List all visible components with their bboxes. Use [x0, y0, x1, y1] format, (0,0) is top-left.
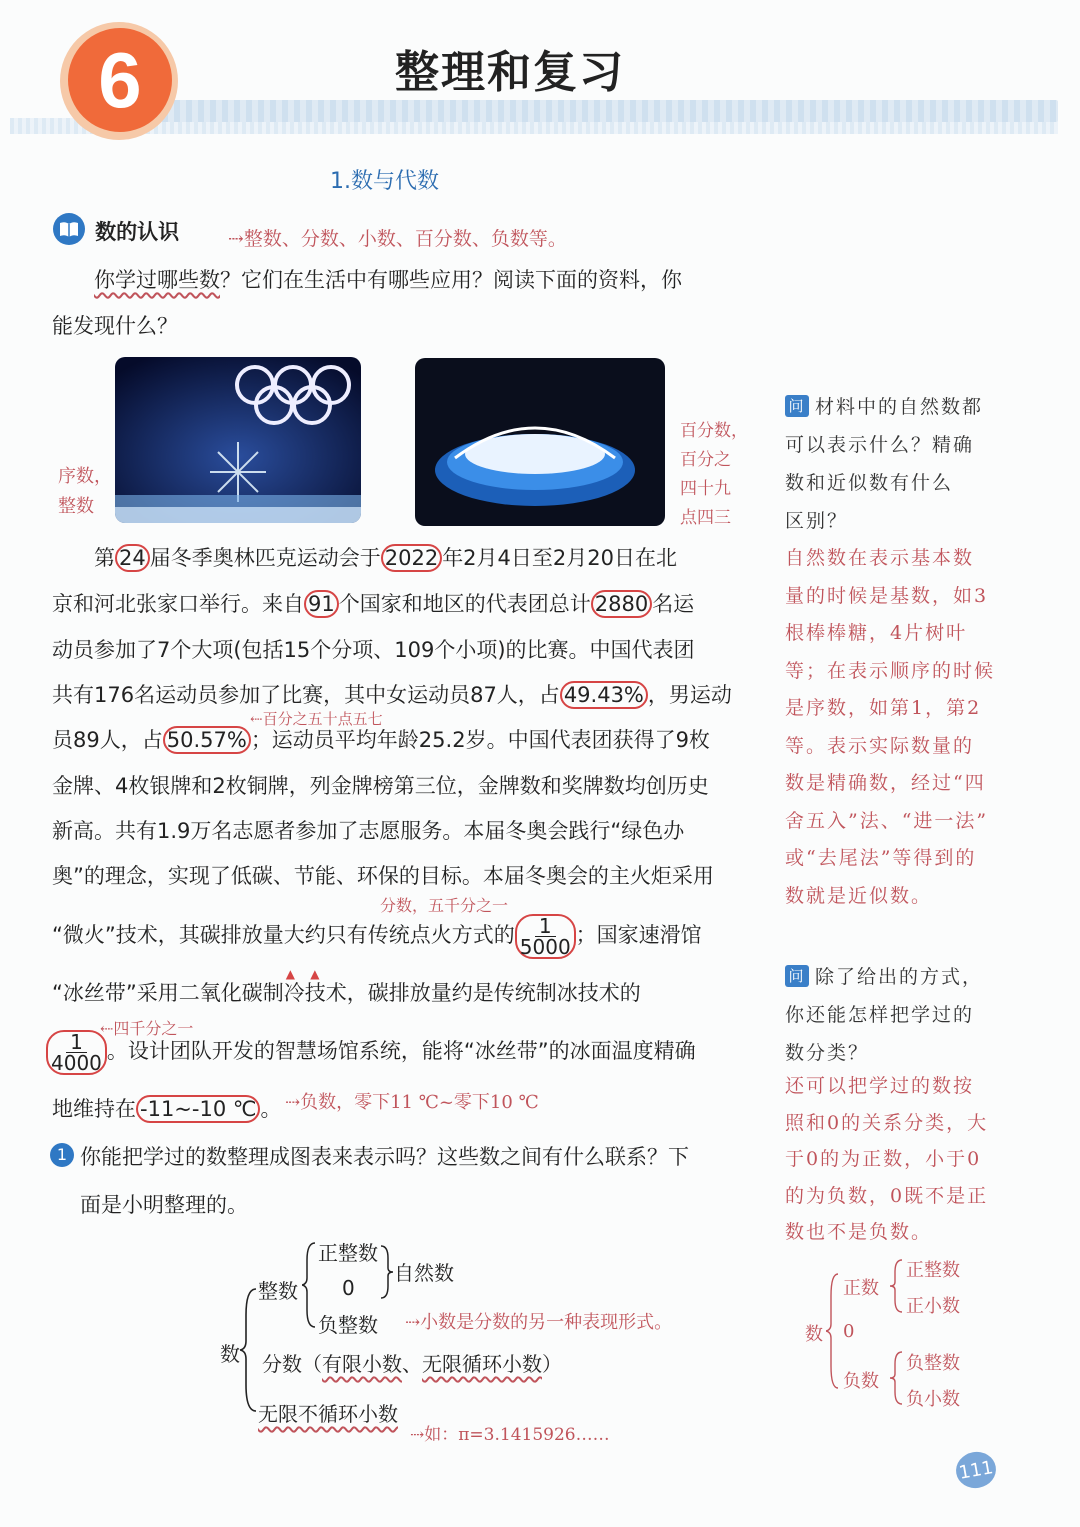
subsection-heading: [52, 212, 179, 250]
photo-note-right: 百分数， 百分之 四十九 点四三: [680, 421, 748, 528]
note-decimal: ⇢小数是分数的另一种表现形式。: [405, 1312, 673, 1333]
passage-line-12: 地维持在 -11~-10 ℃ 。: [52, 1097, 282, 1121]
page-title: 整理和复习: [395, 47, 625, 98]
question-1-text-2: 面是小明整理的。: [80, 1193, 248, 1217]
question-icon: 问: [785, 395, 809, 417]
side-tree-brace-neg: [890, 1350, 904, 1406]
sidebar-question-1: 问 材料中的自然数都 可以表示什么？精确 数和近似数有什么 区别？: [785, 396, 984, 532]
side-tree-brace: [826, 1272, 840, 1390]
circled-2880: 2880: [591, 590, 652, 618]
note-temperature: ⇢负数，零下11 ℃~零下10 ℃: [285, 1092, 539, 1113]
passage-line-6: 金牌、4枚银牌和2枚铜牌，列金牌榜第三位，金牌数和奖牌数均创历史: [52, 774, 709, 798]
header-banner: [150, 100, 1058, 122]
circled-91: 91: [304, 590, 339, 618]
intro-text: ？它们在生活中有哪些应用？阅读下面的资料，你: [220, 268, 682, 292]
tree-brace-integer: [302, 1240, 318, 1330]
side-tree-pos-int: 正整数: [906, 1260, 960, 1281]
circled-temperature: -11~-10 ℃: [136, 1095, 260, 1123]
circled-24: 24: [115, 544, 150, 572]
note-fraction-2: ⇠四千分之一: [100, 1019, 194, 1038]
side-tree-pos-dec: 正小数: [906, 1296, 960, 1317]
section-title: 1.数与代数: [330, 169, 439, 194]
tree-natural-number: 自然数: [394, 1261, 454, 1285]
side-tree-negative: 负数: [843, 1371, 879, 1392]
sidebar-question-2: 问 除了给出的方式， 你还能怎样把学过的 数分类？: [785, 966, 984, 1064]
intro-line2: 能发现什么？: [52, 314, 178, 338]
photo-note-left: 序数， 整数: [58, 466, 112, 517]
tree-integer: 整数: [258, 1279, 298, 1303]
passage-line-8: 奥”的理念，实现了低碳、节能、环保的目标。本届冬奥会的主火炬采用: [52, 864, 714, 888]
passage-line-5: 员89人，占 50.57% ；运动员平均年龄25.2岁。中国代表团获得了9枚: [52, 728, 710, 752]
passage-line-4: 共有176名运动员参加了比赛，其中女运动员87人，占 49.43% ，男运动: [52, 683, 732, 707]
passage-line-3: 动员参加了7个大项(包括15个分项、109个小项)的比赛。中国代表团: [52, 638, 695, 662]
question-1-number: 1: [50, 1143, 74, 1167]
subsection-label: 数的认识: [95, 220, 180, 244]
book-icon: [52, 212, 86, 250]
page-number: 111: [953, 1449, 999, 1491]
question-1-text: 你能把学过的数整理成图表来表示吗？这些数之间有什么联系？下: [80, 1145, 689, 1169]
circled-49-43: 49.43%: [560, 681, 648, 709]
intro-underlined: 你学过哪些数: [94, 268, 220, 292]
sidebar-answer-2: 还可以把学过的数按 照和0的关系分类，大 于0的为正数，小于0 的为负数，0既不是正 数也不是负数。: [785, 1075, 989, 1243]
tree-positive-integer: 正整数: [318, 1241, 378, 1265]
chapter-badge: 6: [68, 28, 172, 132]
note-50-57: ⇠百分之五十点五七: [250, 710, 383, 728]
tree-brace-main: [240, 1285, 260, 1415]
side-tree-positive: 正数: [843, 1278, 879, 1299]
numbers-handnote: ⇢整数、分数、小数、百分数、负数等。: [228, 228, 567, 250]
passage-line-10: “冰丝带”采用二氧化碳制冷技术，碳排放量约是传统制冰技术的: [52, 981, 641, 1005]
speed-skating-oval-photo: [415, 358, 665, 526]
tree-finite-decimal: 有限小数: [322, 1352, 402, 1376]
side-tree-zero: 0: [843, 1321, 855, 1342]
tree-repeating-decimal: 无限循环小数: [422, 1352, 542, 1376]
marked-approx: 大约 ▲ ▲: [283, 923, 326, 981]
tree-root: 数: [220, 1342, 240, 1366]
circled-50-57: 50.57%: [163, 726, 251, 754]
tree-zero: 0: [342, 1276, 355, 1300]
sidebar-answer-1: 自然数在表示基本数 量的时候是基数，如3 根棒棒糖，4片树叶 等；在表示顺序的时候 是序数，如第1，第2 等。表示实际数量的 数是精确数，经过“四 舍五入”法、“进一法” 或“去尾法”等得到的 数就是近似数。: [785, 547, 996, 907]
side-tree-neg-dec: 负小数: [906, 1389, 960, 1410]
question-icon: 问: [785, 965, 809, 987]
tree-brace-natural: [380, 1244, 394, 1300]
tree-fraction: 分数（有限小数、无限循环小数）: [262, 1352, 562, 1376]
intro-paragraph: [52, 257, 742, 303]
circled-2022: 2022: [381, 544, 442, 572]
side-tree-neg-int: 负整数: [906, 1353, 960, 1374]
olympic-ceremony-photo: [115, 357, 361, 523]
side-tree-brace-pos: [890, 1258, 904, 1314]
passage-line-9: “微火”技术，其碳排放量大约 ▲ ▲ 只有传统点火方式的 $\frac{1}{5000}$ ；国家速滑馆: [52, 913, 702, 981]
tree-irrational: 无限不循环小数: [258, 1402, 398, 1426]
fraction-1-5000: $\frac{1}{5000}$: [515, 914, 576, 959]
note-pi: ⇢如：π=3.1415926……: [410, 1425, 610, 1445]
note-fraction-1: 分数，五千分之一: [380, 896, 509, 915]
fraction-1-4000: $\frac{1}{4000}$: [46, 1030, 107, 1075]
tree-negative-integer: 负整数: [318, 1313, 378, 1337]
passage-line-7: 新高。共有1.9万名志愿者参加了志愿服务。本届冬奥会践行“绿色办: [52, 819, 685, 843]
side-tree-root: 数: [805, 1324, 823, 1345]
passage-line-2: 京和河北张家口举行。来自 91 个国家和地区的代表团总计 2880 名运: [52, 592, 695, 616]
passage-line-1: 第 24 届冬季奥林匹克运动会于 2022 年2月4日至2月20日在北: [94, 546, 677, 570]
passage-line-11: $\frac{1}{4000}$ 。设计团队开发的智慧场馆系统，能将“冰丝带”的冰面温度精确: [52, 1028, 742, 1075]
